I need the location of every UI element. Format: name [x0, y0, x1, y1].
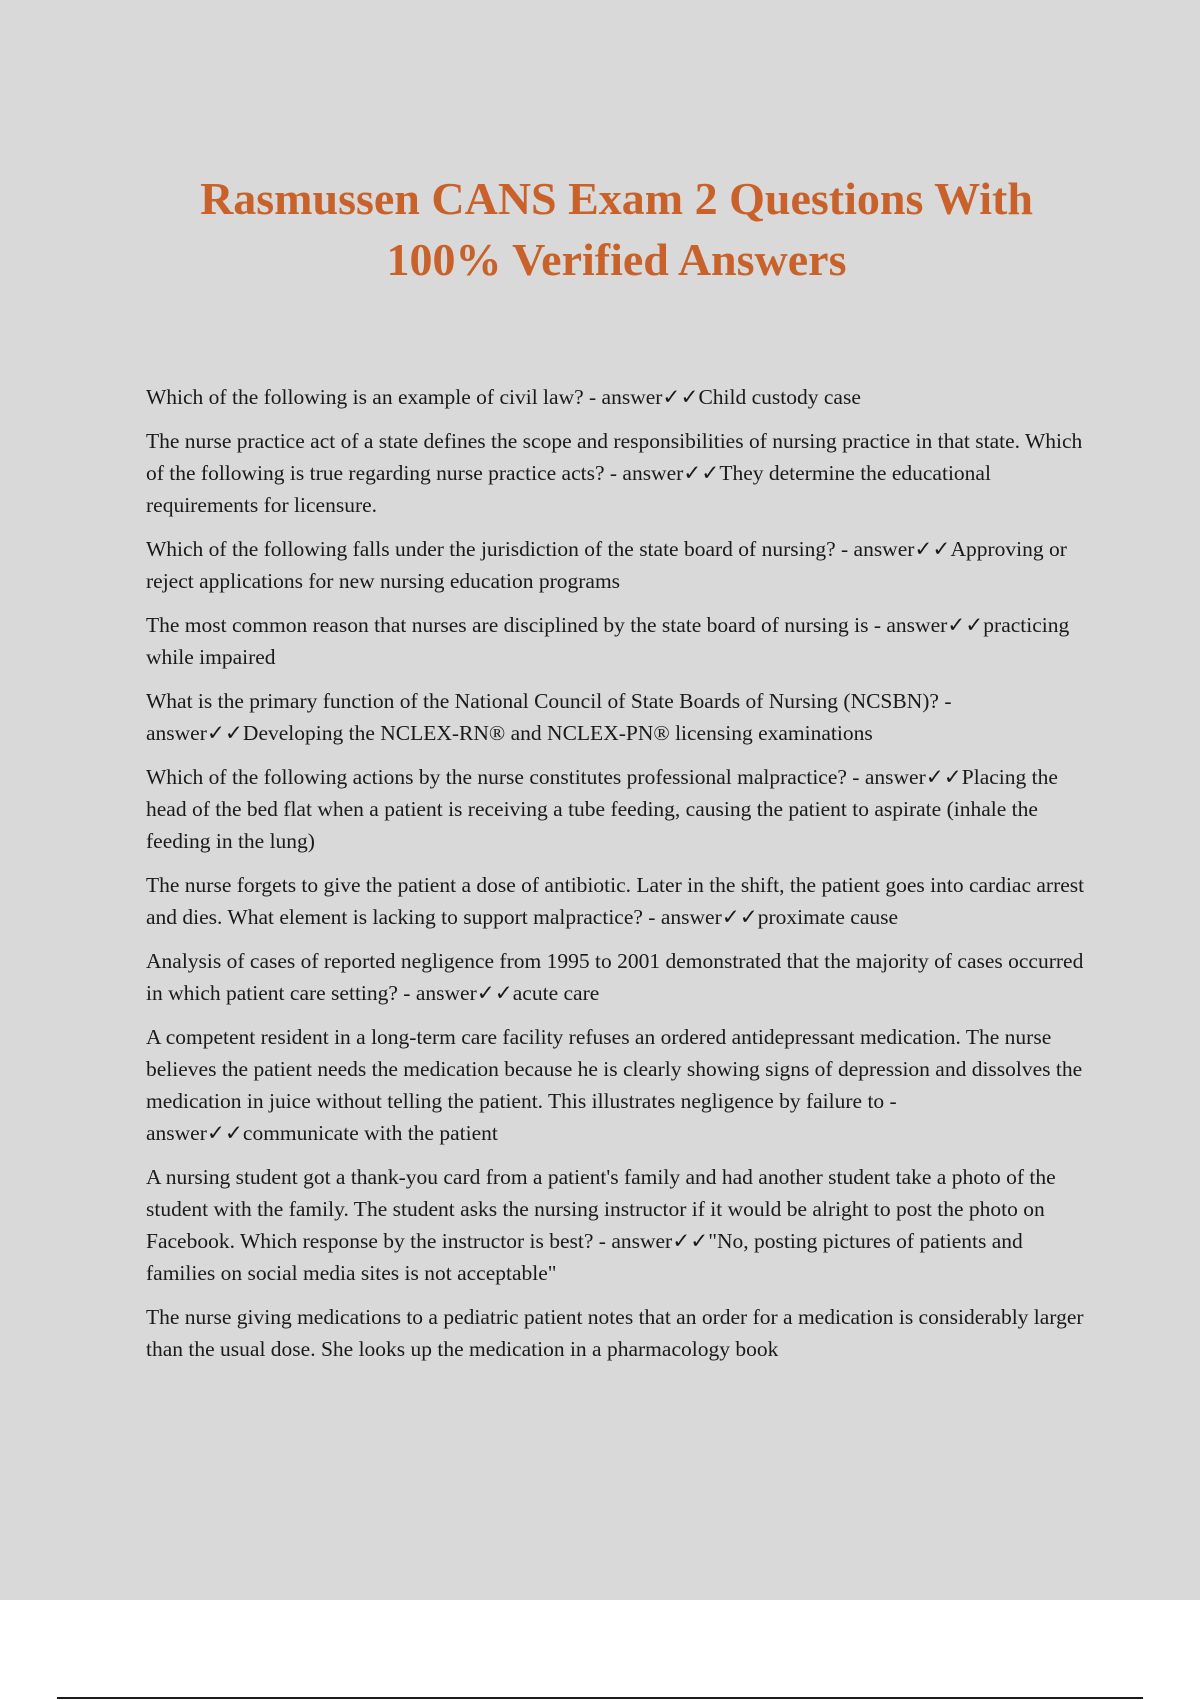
qa-item: What is the primary function of the National Council of State Boards of Nursing (NCSBN)? - answer✓✓Developing the NCLEX-RN® and NCLEX-PN® licensing examinations	[146, 689, 952, 745]
qa-item: Which of the following is an example of civil law? - answer✓✓Child custody case	[146, 385, 861, 409]
document-title-line-2: 100% Verified Answers	[386, 234, 847, 285]
qa-item: A nursing student got a thank-you card from a patient's family and had another student take a photo of the student with the family. The student asks the nursing instructor if it would be alright to post the photo on Facebook. Which response by the instructor is best? - answer✓✓"No, posting pictures of patients and families on social media sites is not acceptable"	[146, 1165, 1056, 1285]
qa-item: Which of the following falls under the jurisdiction of the state board of nursing? - answer✓✓Approving or reject applications for new nursing education programs	[146, 537, 1067, 593]
qa-item: The nurse forgets to give the patient a dose of antibiotic. Later in the shift, the patient goes into cardiac arrest and dies. What element is lacking to support malpractice? - answer✓✓proximate cause	[146, 873, 1085, 929]
question-answer-list	[146, 381, 1086, 1377]
qa-item: Which of the following actions by the nurse constitutes professional malpractice? - answer✓✓Placing the head of the bed flat when a patient is receiving a tube feeding, causing the patient to aspirate (inhale the feeding in the lung)	[146, 765, 1058, 853]
qa-item: Analysis of cases of reported negligence from 1995 to 2001 demonstrated that the majority of cases occurred in which patient care setting? - answer✓✓acute care	[146, 949, 1084, 1005]
qa-item: The nurse practice act of a state defines the scope and responsibilities of nursing practice in that state. Which of the following is true regarding nurse practice acts? - answer✓✓They determine the educational requirements for licensure.	[146, 429, 1083, 517]
qa-item: The most common reason that nurses are disciplined by the state board of nursing is - answer✓✓practicing while impaired	[146, 613, 1070, 669]
qa-item: The nurse giving medications to a pediatric patient notes that an order for a medication is considerably larger than the usual dose. She looks up the medication in a pharmacology book	[146, 1305, 1084, 1361]
document-title	[0, 168, 1200, 290]
document-title-line-1: Rasmussen CANS Exam 2 Questions With	[200, 173, 1033, 224]
qa-item: A competent resident in a long-term care facility refuses an ordered antidepressant medication. The nurse believes the patient needs the medication because he is clearly showing signs of depression and dissolves the medication in juice without telling the patient. This illustrates negligence by failure to - answer✓✓communicate with the patient	[146, 1025, 1083, 1145]
footer-divider	[57, 1697, 1143, 1699]
